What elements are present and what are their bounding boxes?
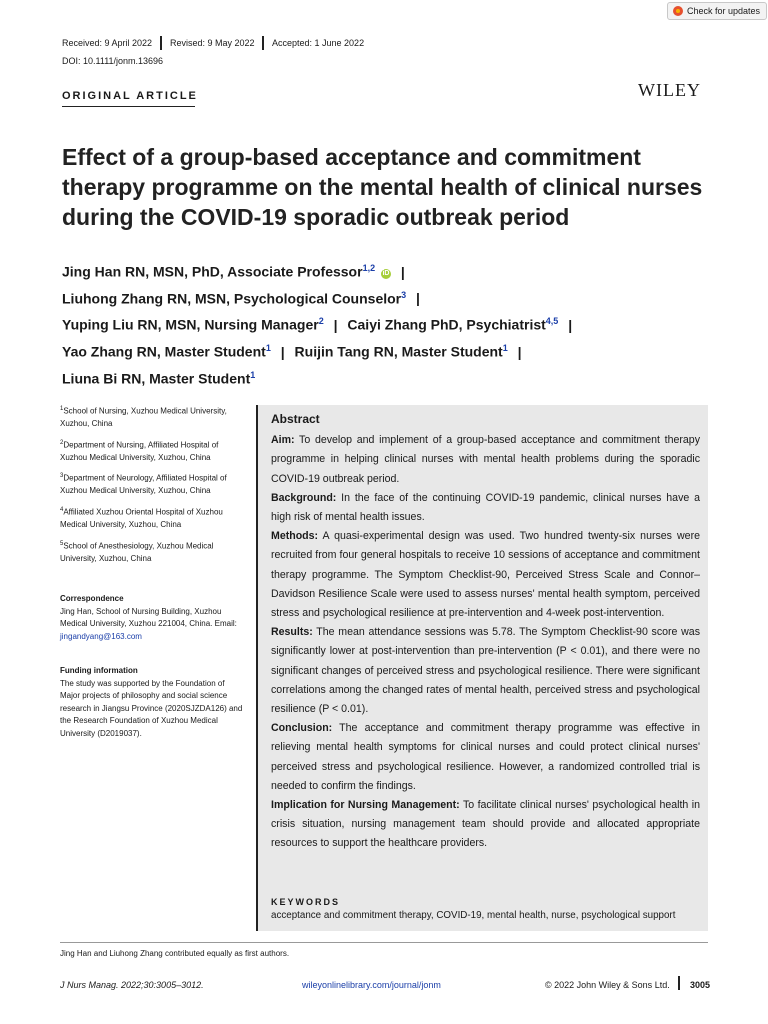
author-affiliation: 3: [401, 289, 407, 300]
affiliation-number: 1: [60, 406, 64, 412]
affiliation-text: Department of Nursing, Affiliated Hospital of Xuzhou Medical University, Xuzhou, China: [60, 440, 219, 462]
article-type-underline: [62, 106, 195, 107]
affiliation-number: 4: [60, 506, 64, 513]
author-line: [62, 364, 722, 391]
author-name[interactable]: Liuna Bi RN, Master Student: [62, 370, 251, 387]
abstract: [271, 410, 700, 854]
author-list: [62, 257, 722, 390]
author-name[interactable]: Yuping Liu RN, MSN, Nursing Manager: [62, 316, 319, 333]
author-separator: |: [280, 343, 285, 360]
received-date: Received: 9 April 2022: [62, 38, 153, 48]
author-name[interactable]: Liuhong Zhang RN, MSN, Psychological Counselor: [62, 290, 402, 307]
revised-date: Revised: 9 May 2022: [170, 38, 255, 48]
check-for-updates-button[interactable]: [667, 2, 767, 20]
header-divider: [160, 36, 162, 50]
footnote-divider: [60, 942, 708, 943]
funding-text: The study was supported by the Foundation of Major projects of philosophy and social science research in Jiangsu Province (2020SJZDA126) and the Research Foundation of Xuzhou Medical University (D2019037).: [60, 678, 243, 738]
author-affiliation: 4,5: [545, 316, 559, 327]
affiliation: [60, 403, 245, 431]
author-name[interactable]: Caiyi Zhang PhD, Psychiatrist: [347, 316, 546, 333]
email-link[interactable]: jingandyang@163.com: [60, 631, 142, 641]
affiliation-text: Affiliated Xuzhou Oriental Hospital of Xuzhou Medical University, Xuzhou, China: [60, 507, 223, 530]
section-text: The acceptance and commitment therapy programme was effective in relieving mental health symptoms for clinical nurses and could protect clinical nurses' perceived stress and psychological resilience. However, a randomized controlled trial is needed to confirm the findings.: [271, 722, 700, 792]
correspondence-text: [60, 606, 245, 644]
journal-citation: J Nurs Manag. 2022;30:3005–3012.: [60, 980, 204, 990]
section-text: In the face of the continuing COVID-19 pandemic, clinical nurses have a high risk of mental health issues.: [271, 491, 700, 524]
author-affiliation: 1: [250, 369, 256, 380]
section-text: The mean attendance sessions was 5.78. The Symptom Checklist-90 score was significantly lower at post-intervention than pre-intervention (P < 0.01), and there were no significant changes of perceived stress and psychological resilience. There were significant correlations among the changed rates of mental health, perceived stress and psychological resilience (P < 0.01).: [271, 626, 700, 716]
author-separator: |: [333, 316, 338, 333]
affiliation: [60, 437, 245, 465]
page-number: 3005: [690, 980, 711, 990]
affiliation-number: 5: [60, 540, 64, 547]
check-for-updates-label: Check for updates: [687, 6, 761, 16]
abstract-section: [271, 527, 700, 623]
abstract-section: [271, 431, 700, 489]
affiliation-text: Department of Neurology, Affiliated Hospital of Xuzhou Medical University, Xuzhou, China: [60, 473, 227, 496]
author-line: [62, 284, 722, 311]
affiliation: [60, 470, 245, 498]
abstract-section: [271, 719, 700, 796]
keywords: acceptance and commitment therapy, COVID-19, mental health, nurse, psychological support: [271, 910, 676, 921]
copyright: © 2022 John Wiley & Sons Ltd.: [545, 980, 670, 990]
keywords-title: KEYWORDS: [271, 897, 341, 907]
correspondence-title: Correspondence: [60, 594, 124, 604]
author-name[interactable]: Ruijin Tang RN, Master Student: [294, 343, 503, 360]
email-label: Email:: [214, 619, 237, 629]
section-label: Background:: [271, 491, 337, 504]
author-name[interactable]: Jing Han RN, MSN, PhD, Associate Professor: [62, 263, 363, 280]
author-separator: |: [400, 263, 405, 280]
affiliation-number: 3: [60, 473, 64, 480]
orcid-icon[interactable]: iD: [382, 269, 390, 277]
abstract-rule: [256, 405, 258, 931]
author-affiliation: 1: [265, 342, 271, 353]
section-text: To develop and implement of a group-based acceptance and commitment therapy programme in helping clinical nurses with mental health problems during the sporadic COVID-19 outbreak period.: [271, 434, 700, 485]
author-line: [62, 310, 722, 337]
header-divider: [262, 36, 264, 50]
author-separator: |: [517, 343, 522, 360]
correspondence-address: Jing Han, School of Nursing Building, Xuzhou Medical University, Xuzhou 221004, China.: [60, 606, 222, 629]
author-affiliation: 1: [502, 342, 508, 353]
section-label: Results:: [271, 626, 313, 639]
author-line: [62, 257, 722, 284]
abstract-section: [271, 623, 700, 719]
section-label: Methods:: [271, 530, 319, 543]
article-title: Effect of a group-based acceptance and commitment therapy programme on the mental health of clinical nurses during the COVID-19 sporadic outbreak period: [62, 144, 703, 230]
abstract-section: [271, 489, 700, 527]
section-text: To facilitate clinical nurses' psychological health in crisis situation, nursing management team should provide and allocated appropriate resources to support the healthcare providers.: [271, 799, 701, 850]
footnote: Jing Han and Liuhong Zhang contributed equally as first authors.: [60, 949, 290, 958]
author-line: [62, 337, 722, 364]
affiliation-text: School of Nursing, Xuzhou Medical University, Xuzhou, China: [60, 406, 227, 429]
author-affiliation: 2: [318, 316, 324, 327]
funding-title: Funding information: [60, 666, 138, 676]
abstract-title: Abstract: [271, 412, 320, 426]
article-type: ORIGINAL ARTICLE: [62, 90, 198, 102]
author-separator: |: [416, 290, 420, 307]
section-text: A quasi-experimental design was used. Two hundred twenty-six nurses were recruited from four general hospitals to receive 10 sessions of acceptance and commitment therapy programme. The Symptom Checklist-90, Perceived Stress Scale and Connor–Davidson Resilience Scale were used to assess nurses' mental health symptom, perceived stress and psychological resilience at pre-intervention and 4-week post-intervention.: [271, 530, 700, 620]
journal-url-link[interactable]: wileyonlinelibrary.com/journal/jonm: [302, 980, 441, 990]
section-label: Conclusion:: [271, 722, 333, 735]
author-name[interactable]: Yao Zhang RN, Master Student: [62, 343, 266, 360]
author-affiliation: 1,2: [362, 263, 376, 273]
affiliation: [60, 504, 245, 532]
doi: DOI: 10.1111/jonm.13696: [62, 56, 164, 66]
section-label: Implication for Nursing Management:: [271, 799, 460, 812]
affiliation: [60, 538, 245, 566]
abstract-section: [271, 796, 700, 854]
accepted-date: Accepted: 1 June 2022: [272, 38, 365, 48]
publisher-logo: WILEY: [638, 80, 701, 100]
section-label: Aim:: [271, 434, 295, 447]
article-info-column: [60, 403, 245, 740]
affiliation-number: 2: [60, 439, 64, 446]
author-separator: |: [568, 316, 573, 333]
crossmark-icon: [673, 6, 683, 16]
affiliation-text: School of Anesthesiology, Xuzhou Medical University, Xuzhou, China: [60, 541, 214, 563]
footer-divider: [678, 976, 680, 990]
